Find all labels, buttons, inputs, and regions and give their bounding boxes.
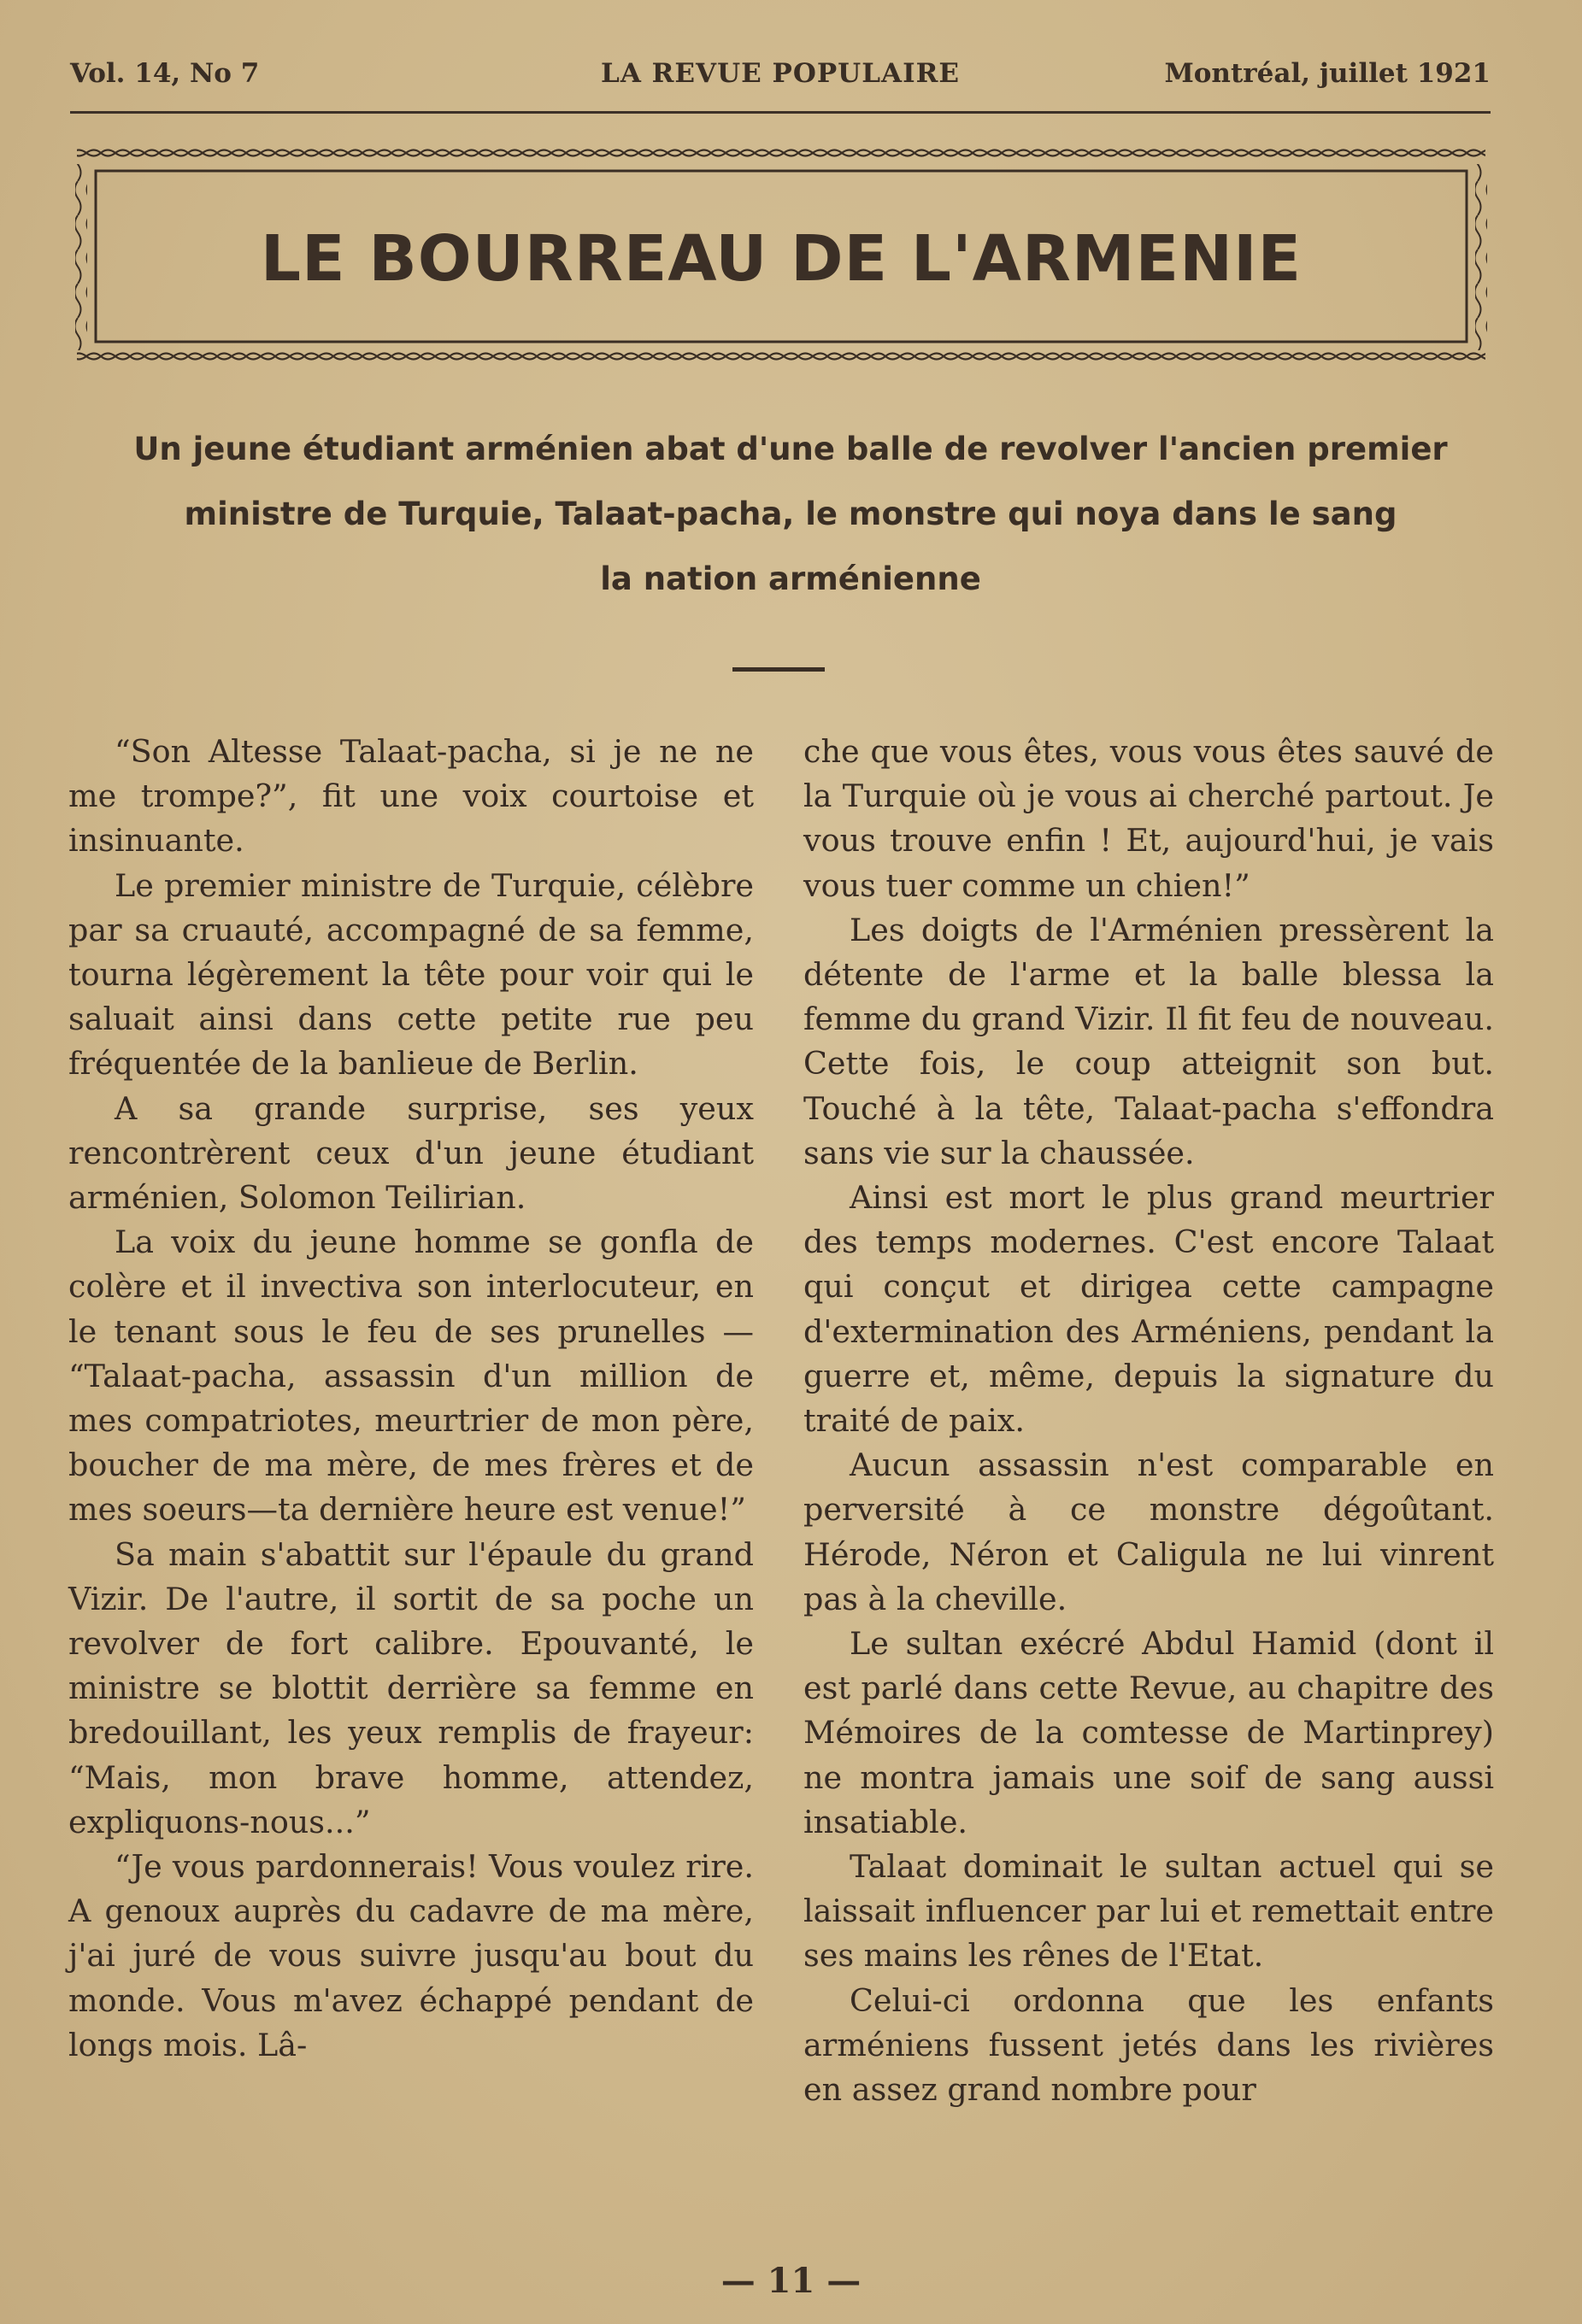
paragraph: A sa grande surprise, ses yeux rencontrèrent ceux d'un jeune étudiant arménien, Solomon Teilirian. <box>68 1089 754 1217</box>
paragraph: “Son Altesse Talaat-pacha, si je ne ne me trompe?”, fit une voix courtoise et insinuante. <box>68 733 754 860</box>
title-frame <box>72 147 1491 367</box>
paragraph: Les doigts de l'Arménien pressèrent la détente de l'arme et la balle blessa la femme du grand Vizir. Il fit feu de nouveau. Cette fois, le coup atteignit son but. Touché à la tête, Talaat-pacha s'effondra sans vie sur la chaussée. <box>803 911 1494 1171</box>
paragraph: Talaat dominait le sultan actuel qui se laissait influencer par lui et remettait entre ses mains les rênes de l'Etat. <box>803 1848 1494 1975</box>
paragraph: Celui-ci ordonna que les enfants arméniens fussent jetés dans les rivières en assez grand nombre pour <box>803 1981 1494 2109</box>
section-divider <box>732 667 825 672</box>
subtitle-line: Un jeune étudiant arménien abat d'une balle de revolver l'ancien premier <box>133 431 1448 467</box>
paragraph: Le sultan exécré Abdul Hamid (dont il est parlé dans cette Revue, au chapitre des Mémoires de la comtesse de Martinprey) ne montra jamais une soif de sang aussi insatiable. <box>803 1625 1494 1840</box>
header-rule <box>70 111 1491 114</box>
paragraph: Aucun assassin n'est comparable en perversité à ce monstre dégoûtant. Hérode, Néron et Caligula ne lui vinrent pas à la cheville. <box>803 1447 1494 1617</box>
paragraph-continued: che que vous êtes, vous vous êtes sauvé de la Turquie où je vous ai cherché partout. Je vous trouve enfin ! Et, aujourd'hui, je vais vous tuer comme un chien!” <box>803 733 1494 904</box>
page-number: — 11 — <box>720 2261 862 2301</box>
subtitle-line: la nation arménienne <box>600 560 981 597</box>
paragraph: La voix du jeune homme se gonfla de colère et il invectiva son interlocuteur, en le tenant sous le feu de ses prunelles — “Talaat-pacha, assassin d'un million de mes compatriotes, meurtrier de mon père, boucher de ma mère, de mes frères et de mes soeurs—ta dernière heure est venue!” <box>68 1224 754 1529</box>
left-column <box>68 730 754 2068</box>
subtitle-line: ministre de Turquie, Talaat-pacha, le monstre qui noya dans le sang <box>184 496 1397 532</box>
volume-number: Vol. 14, No 7 <box>70 58 260 89</box>
paragraph: Ainsi est mort le plus grand meurtrier des temps modernes. C'est encore Talaat qui conçut et dirigea cette campagne d'extermination des Arméniens, pendant la guerre et, même, depuis la signature du traité de paix. <box>803 1179 1494 1440</box>
article-subtitle <box>85 417 1496 612</box>
masthead <box>70 53 1491 104</box>
publication-name: LA REVUE POPULAIRE <box>601 58 960 89</box>
article-title: LE BOURREAU DE L'ARMENIE <box>260 222 1303 296</box>
right-column <box>803 730 1494 2112</box>
paragraph: Le premier ministre de Turquie, célèbre par sa cruauté, accompagné de sa femme, tourna légèrement la tête pour voir qui le saluait ainsi dans cette petite rue peu fréquentée de la banlieue de Berlin. <box>68 866 754 1083</box>
paragraph: “Je vous pardonnerais! Vous voulez rire. A genoux auprès du cadavre de ma mère, j'ai juré de vous suivre jusqu'au bout du monde. Vous m'avez échappé pendant de longs mois. Lâ- <box>68 1848 754 2063</box>
place-date: Montréal, juillet 1921 <box>1164 58 1491 89</box>
paragraph: Sa main s'abattit sur l'épaule du grand Vizir. De l'autre, il sortit de sa poche un revolver de fort calibre. Epouvanté, le ministre se blottit derrière sa femme en bredouillant, les yeux remplis de frayeur: “Mais, mon brave homme, attendez, expliquons-nous...” <box>68 1535 754 1840</box>
